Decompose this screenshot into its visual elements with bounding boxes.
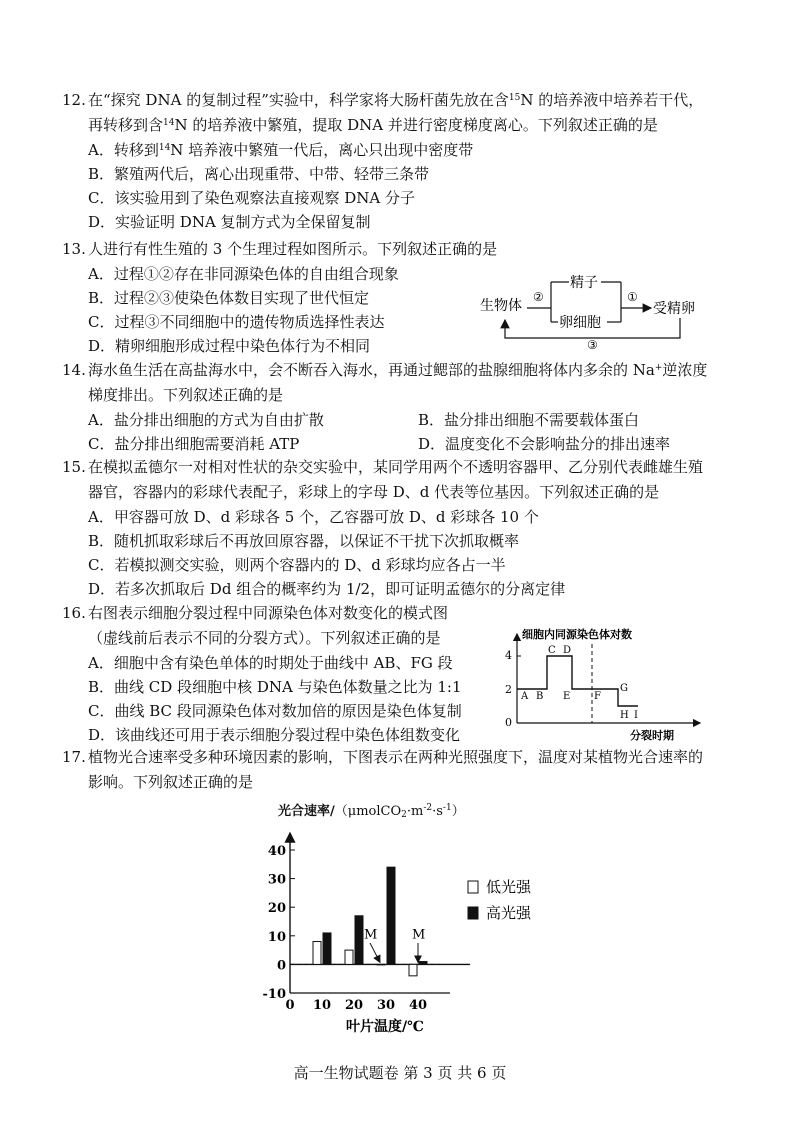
question-stem-line2: 影响。下列叙述正确的是 bbox=[88, 773, 254, 791]
process-3-label: ③ bbox=[587, 338, 598, 350]
ion-charge: + bbox=[654, 363, 663, 373]
point-label: D bbox=[563, 645, 572, 656]
option-a[interactable] bbox=[62, 138, 752, 162]
annotation-m: M bbox=[412, 927, 426, 943]
point-label: A bbox=[521, 691, 529, 702]
legend-label: 低光强 bbox=[486, 878, 532, 896]
question-number: 12. bbox=[62, 91, 86, 109]
option-b[interactable]: B．繁殖两代后，离心出现重带、中带、轻带三条带 bbox=[88, 165, 430, 183]
point-label: H bbox=[620, 710, 629, 721]
egg-label: 卵细胞 bbox=[559, 315, 601, 331]
question-stem-line2: （虚线前后表示不同的分裂方式）。下列叙述正确的是 bbox=[88, 629, 441, 647]
y-tick-label: 0 bbox=[276, 958, 286, 974]
y-label-unit: ·m bbox=[406, 804, 424, 819]
x-tick-label: 40 bbox=[408, 998, 428, 1013]
option-d[interactable]: D．温度变化不会影响盐分的排出速率 bbox=[418, 435, 671, 453]
bar-low-light bbox=[377, 964, 385, 965]
point-label: F bbox=[594, 691, 601, 702]
bar-low-light bbox=[409, 964, 417, 975]
bar-high-light bbox=[323, 933, 331, 964]
question-stem bbox=[62, 455, 752, 480]
y-label-unit: -2 bbox=[423, 803, 433, 813]
y-label-unit: 2 bbox=[401, 810, 407, 820]
option-c[interactable]: C．该实验用到了染色观察法直接观察 DNA 分子 bbox=[88, 189, 415, 207]
option-a[interactable]: A．过程①②存在非同源染色体的自由组合现象 bbox=[88, 265, 399, 283]
y-tick-label: 40 bbox=[267, 844, 286, 859]
stem-text: 再转移到含 bbox=[88, 116, 164, 134]
x-axis-label: 分裂时期 bbox=[630, 729, 674, 742]
page-footer: 高一生物试题卷 第 3 页 共 6 页 bbox=[293, 1064, 507, 1082]
question-stem bbox=[62, 237, 752, 262]
option-text: N 培养液中繁殖一代后，离心只出现中密度带 bbox=[170, 141, 474, 159]
question-stem-line2: 器官，容器内的彩球代表配子，彩球上的字母 D、d 代表等位基因。下列叙述正确的是 bbox=[88, 483, 660, 501]
y-label-unit: ） bbox=[451, 804, 465, 819]
point-label: G bbox=[620, 683, 628, 694]
x-origin-label: 0 bbox=[285, 998, 295, 1013]
option-d[interactable]: D．实验证明 DNA 复制方式为全保留复制 bbox=[88, 213, 371, 231]
legend-label: 高光强 bbox=[486, 904, 532, 922]
question-stem bbox=[62, 601, 752, 626]
chart-legend bbox=[468, 878, 532, 922]
process-1-label: ① bbox=[627, 290, 638, 304]
y-label-unit: （μmolCO bbox=[334, 804, 402, 819]
y-tick: 2 bbox=[505, 683, 512, 696]
graph-title: 细胞内同源染色体对数 bbox=[522, 628, 632, 641]
chart-y-label bbox=[278, 800, 465, 819]
x-tick-label: 10 bbox=[312, 998, 332, 1013]
option-b[interactable]: B．盐分排出细胞不需要载体蛋白 bbox=[418, 411, 640, 429]
chart-bars bbox=[313, 867, 427, 976]
annotation-m: M bbox=[364, 927, 378, 943]
option-a[interactable]: A．盐分排出细胞的方式为自由扩散 bbox=[88, 411, 324, 429]
sperm-label: 精子 bbox=[570, 275, 598, 291]
question-stem bbox=[62, 88, 752, 113]
x-axis-label: 叶片温度/℃ bbox=[346, 1019, 424, 1035]
isotope-mark: 14 bbox=[158, 143, 171, 153]
legend-swatch-low-light bbox=[468, 881, 478, 893]
y-label-unit: ·s bbox=[432, 804, 443, 819]
y-label-main: 光合速率/ bbox=[278, 804, 335, 819]
annotation-arrow bbox=[370, 943, 380, 962]
x-tick-label: 20 bbox=[344, 998, 364, 1013]
option-b[interactable]: B．曲线 CD 段细胞中核 DNA 与染色体数量之比为 1:1 bbox=[88, 678, 462, 696]
question-number: 17. bbox=[62, 748, 86, 766]
question-number: 15. bbox=[62, 458, 86, 476]
point-label: C bbox=[548, 645, 556, 656]
option-c[interactable]: C．曲线 BC 段同源染色体对数加倍的原因是染色体复制 bbox=[88, 702, 462, 720]
option-a[interactable]: A．细胞中含有染色单体的时期处于曲线中 AB、FG 段 bbox=[88, 654, 453, 672]
question-12 bbox=[62, 88, 752, 234]
y-label-unit: -1 bbox=[442, 803, 452, 813]
stem-text: N 的培养液中繁殖，提取 DNA 并进行密度梯度离心。下列叙述正确的是 bbox=[174, 116, 658, 134]
bar-low-light bbox=[313, 942, 321, 965]
reproduction-diagram bbox=[475, 268, 715, 350]
question-stem-line2: 梯度排出。下列叙述正确的是 bbox=[88, 386, 284, 404]
isotope-mark: 14 bbox=[163, 118, 175, 128]
point-label: B bbox=[536, 691, 544, 702]
option-d[interactable]: D．精卵细胞形成过程中染色体行为不相同 bbox=[88, 337, 371, 355]
option-text: A．转移到 bbox=[88, 141, 159, 159]
stem-text: 在“探究 DNA 的复制过程”实验中，科学家将大肠杆菌先放在含 bbox=[88, 91, 509, 109]
y-tick: 4 bbox=[505, 649, 512, 662]
stem-text: 植物光合速率受多种环境因素的影响，下图表示在两种光照强度下，温度对某植物光合速率的 bbox=[88, 748, 704, 766]
x-tick-label: 30 bbox=[376, 998, 396, 1013]
bar-low-light bbox=[345, 950, 353, 964]
bar-high-light bbox=[355, 916, 363, 965]
y-tick-label: 10 bbox=[267, 929, 286, 945]
stem-text: 人进行有性生殖的 3 个生理过程如图所示。下列叙述正确的是 bbox=[88, 240, 498, 258]
question-15 bbox=[62, 455, 752, 601]
option-b[interactable]: B．过程②③使染色体数目实现了世代恒定 bbox=[88, 289, 370, 307]
process-2-label: ② bbox=[533, 290, 544, 304]
stem-text: N 的培养液中培养若干代， bbox=[520, 91, 704, 109]
y-tick-label: -10 bbox=[262, 987, 286, 1002]
option-d[interactable]: D．该曲线还可用于表示细胞分裂过程中染色体组数变化 bbox=[88, 726, 461, 744]
legend-swatch-high-light bbox=[468, 907, 478, 919]
question-stem bbox=[62, 358, 752, 383]
options-row bbox=[62, 408, 752, 432]
isotope-mark: 15 bbox=[508, 93, 521, 103]
option-c[interactable]: C．过程③不同细胞中的遗传物质选择性表达 bbox=[88, 313, 385, 331]
y-tick: 0 bbox=[505, 716, 512, 729]
stem-text: 逆浓度 bbox=[662, 361, 708, 379]
point-label: I bbox=[634, 710, 638, 721]
question-number: 14. bbox=[62, 361, 86, 379]
bar-high-light bbox=[387, 867, 395, 964]
option-a[interactable]: A．甲容器可放 D、d 彩球各 5 个，乙容器可放 D、d 彩球各 10 个 bbox=[88, 508, 539, 526]
options-row bbox=[62, 432, 752, 456]
stem-text: 在模拟孟德尔一对相对性状的杂交实验中，某同学用两个不透明容器甲、乙分别代表雌雄生殖 bbox=[88, 458, 704, 476]
y-tick-label: 20 bbox=[267, 901, 286, 917]
stem-text: 右图表示细胞分裂过程中同源染色体对数变化的模式图 bbox=[88, 604, 449, 622]
question-stem-line2 bbox=[62, 113, 752, 138]
question-number: 16. bbox=[62, 604, 86, 622]
y-tick-label: 30 bbox=[267, 872, 286, 888]
homologous-pairs-graph bbox=[500, 626, 715, 748]
stem-text: 海水鱼生活在高盐海水中，会不断吞入海水，再通过鳃部的盐腺细胞将体内多余的 Na bbox=[88, 361, 655, 379]
question-17 bbox=[62, 745, 752, 795]
option-c[interactable]: C．盐分排出细胞需要消耗 ATP bbox=[88, 435, 300, 453]
photosynthesis-bar-chart bbox=[250, 825, 580, 1040]
question-stem bbox=[62, 745, 752, 770]
bar-high-light bbox=[419, 962, 427, 965]
option-b[interactable]: B．随机抓取彩球后不再放回原容器，以保证不干扰下次抓取概率 bbox=[88, 532, 520, 550]
zygote-label: 受精卵 bbox=[653, 301, 695, 317]
point-label: E bbox=[563, 691, 571, 702]
option-d[interactable]: D．若多次抓取后 Dd 组合的概率约为 1/2，即可证明孟德尔的分离定律 bbox=[88, 580, 566, 598]
question-14 bbox=[62, 358, 752, 456]
organism-label: 生物体 bbox=[480, 298, 522, 314]
option-c[interactable]: C．若模拟测交实验，则两个容器内的 D、d 彩球均应各占一半 bbox=[88, 556, 506, 574]
question-number: 13. bbox=[62, 240, 86, 258]
